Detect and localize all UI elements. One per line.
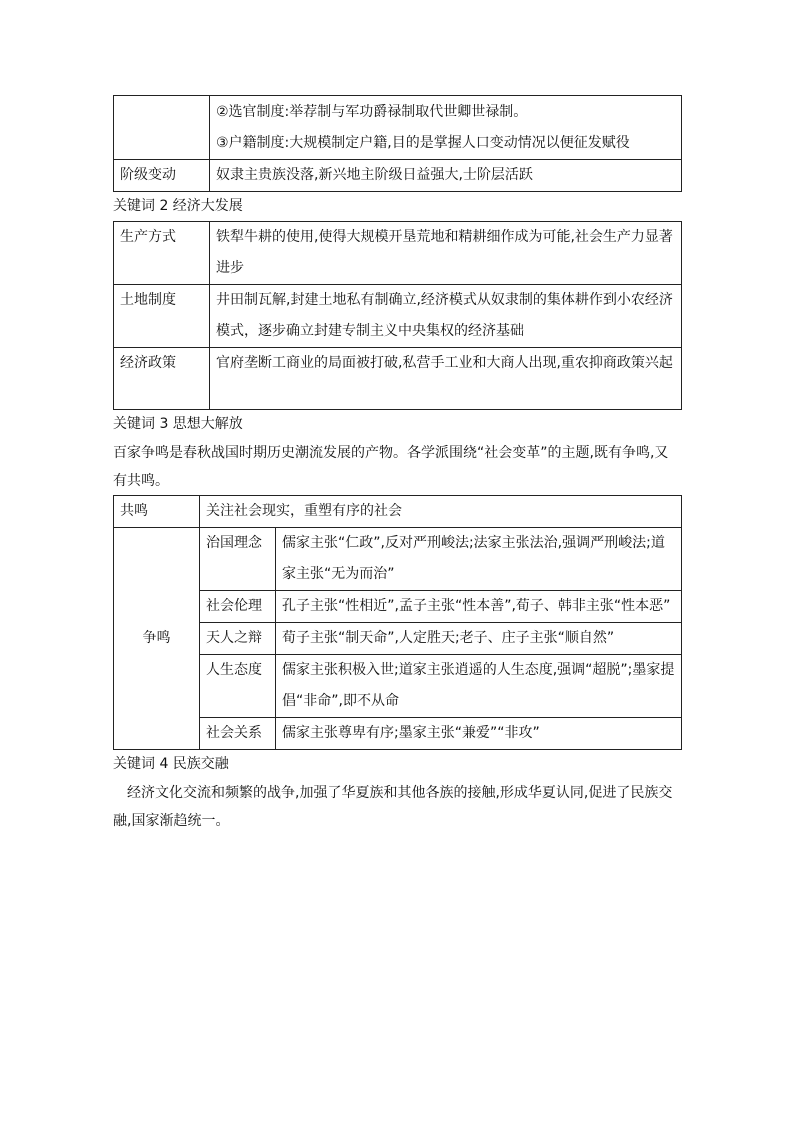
row-content: 铁犁牛耕的使用,使得大规模开垦荒地和精耕细作成为可能,社会生产力显著进步 (210, 222, 682, 285)
section-heading: 关键词 3 思想大解放 (113, 416, 243, 432)
row-label: 生产方式 (114, 222, 210, 285)
table-row (114, 591, 682, 623)
row-label: 共鸣 (114, 496, 200, 528)
list-item: ③户籍制度:大规模制定户籍,目的是掌握人口变动情况以便征发赋役 (216, 135, 630, 151)
topic-cell: 人生态度 (200, 655, 276, 718)
table-row (114, 496, 682, 528)
table-row (114, 222, 682, 285)
row-content: 孔子主张“性相近”,孟子主张“性本善”,荀子、韩非主张“性本恶” (276, 591, 682, 623)
row-content: 奴隶主贵族没落,新兴地主阶级日益强大,士阶层活跃 (210, 160, 682, 192)
topic-cell: 天人之辩 (200, 623, 276, 655)
list-item: ②选官制度:举荐制与军功爵禄制取代世卿世禄制。 (216, 104, 528, 120)
row-content: 官府垄断工商业的局面被打破,私营手工业和大商人出现,重农抑商政策兴起 (210, 348, 682, 410)
document-page (113, 95, 681, 835)
table-row (114, 623, 682, 655)
empty-label-cell (114, 96, 210, 160)
row-content: 荀子主张“制天命”,人定胜天;老子、庄子主张“顺自然” (276, 623, 682, 655)
row-label: 阶级变动 (114, 160, 210, 192)
row-label: 土地制度 (114, 285, 210, 348)
table-row (114, 285, 682, 348)
section-intro: 百家争鸣是春秋战国时期历史潮流发展的产物。各学派围绕“社会变革”的主题,既有争鸣,又有共鸣。 (113, 445, 669, 489)
topic-cell: 社会伦理 (200, 591, 276, 623)
table-row (114, 655, 682, 718)
topic-cell: 治国理念 (200, 528, 276, 591)
table-row (114, 96, 682, 160)
thought-table (113, 495, 682, 750)
row-content: 儒家主张“仁政”,反对严刑峻法;法家主张法治,强调严刑峻法;道家主张“无为而治” (276, 528, 682, 591)
politics-table (113, 95, 682, 192)
row-content: 井田制瓦解,封建土地私有制确立,经济模式从奴隶制的集体耕作到小农经济模式，逐步确立封建专制主义中央集权的经济基础 (210, 285, 682, 348)
row-content: 儒家主张积极入世;道家主张逍遥的人生态度,强调“超脱”;墨家提倡“非命”,即不从命 (276, 655, 682, 718)
topic-cell: 社会关系 (200, 718, 276, 750)
row-label: 经济政策 (114, 348, 210, 410)
economy-table (113, 221, 682, 410)
row-label: 争鸣 (114, 528, 200, 750)
row-content: 儒家主张尊卑有序;墨家主张“兼爱”“非攻” (276, 718, 682, 750)
section-heading: 关键词 2 经济大发展 (113, 198, 243, 214)
section-heading: 关键词 4 民族交融 (113, 756, 229, 772)
table-row (114, 160, 682, 192)
table-row (114, 528, 682, 591)
row-content: 关注社会现实，重塑有序的社会 (200, 496, 682, 528)
section-paragraph: 经济文化交流和频繁的战争,加强了华夏族和其他各族的接触,形成华夏认同,促进了民族交融,国家渐趋统一。 (113, 785, 673, 829)
table-row (114, 718, 682, 750)
content-cell (210, 96, 682, 160)
table-row (114, 348, 682, 410)
